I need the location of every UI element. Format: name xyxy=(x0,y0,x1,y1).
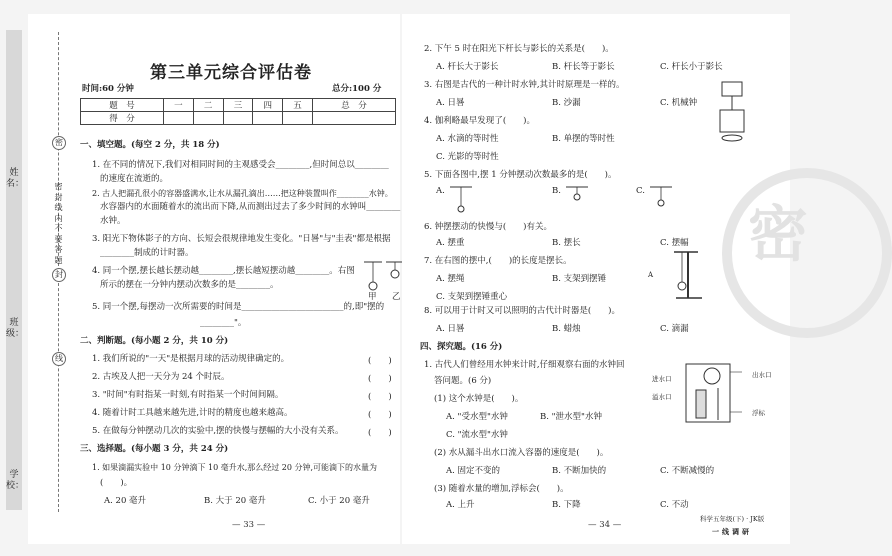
footer-sub: 一线调研 xyxy=(712,527,752,536)
choice4-option-a[interactable]: A. 水滴的等时性 xyxy=(436,134,499,144)
choice3-stem: 3. 右图是古代的一种计时水钟,其计时原理是一样的。 xyxy=(424,80,625,90)
score-header-cell: 二 xyxy=(193,99,223,112)
pendulum-a-icon xyxy=(446,184,476,214)
section-choice-title: 三、选择题。(每小题 3 分，共 24 分) xyxy=(80,444,229,454)
choice7-option-a[interactable]: A. 摆绳 xyxy=(436,274,465,284)
fig-label-inlet: 进水口 xyxy=(652,375,672,383)
score-cell[interactable] xyxy=(193,112,223,125)
score-cell[interactable] xyxy=(164,112,194,125)
score-header-cell: 一 xyxy=(164,99,194,112)
q2-line3: 水钟。 xyxy=(100,216,126,226)
page-number-right: — 34 — xyxy=(588,520,622,530)
explore1-q3-option-c[interactable]: C. 不动 xyxy=(660,500,689,510)
choice5-option-a[interactable]: A. xyxy=(436,186,445,196)
choice7-stem: 7. 在右图的摆中,( )的长度是摆长。 xyxy=(424,256,572,266)
q2-line1: 2. 古人把漏孔很小的容器盛满水,让水从漏孔滴出……把这种装置叫作________水钟。 xyxy=(92,189,393,198)
choice6-option-b[interactable]: B. 摆长 xyxy=(552,238,581,248)
fig-label-jia: 甲 xyxy=(368,292,377,302)
time-label: 时间:60 分钟 xyxy=(82,84,134,94)
explore1-q1-option-c[interactable]: C. "流水型"水钟 xyxy=(446,430,508,440)
explore1-line1: 1. 古代人们曾经用水钟来计时,仔细观察右面的水钟回 xyxy=(424,360,625,370)
choice7-option-b[interactable]: B. 支架到摆锤 xyxy=(552,274,607,284)
choice7-option-c[interactable]: C. 支架到摆锤重心 xyxy=(436,292,508,302)
judge-item-1: 1. 我们所说的"一天"是根据月球的活动规律确定的。 xyxy=(92,354,290,364)
choice4-option-c[interactable]: C. 光影的等时性 xyxy=(436,152,499,162)
choice3-option-b[interactable]: B. 沙漏 xyxy=(552,98,581,108)
binding-margin xyxy=(6,30,25,510)
choice1-option-c[interactable]: C. 小于 20 毫升 xyxy=(308,496,370,506)
water-clock-figure xyxy=(682,360,748,430)
score-cell[interactable] xyxy=(223,112,253,125)
choice1-line2: ( )。 xyxy=(100,478,133,488)
q1-line2: 的速度在流逝的。 xyxy=(100,174,169,184)
school-label: 学校： xyxy=(6,470,25,491)
name-label: 姓名： xyxy=(6,168,25,189)
score-header-cell: 题 号 xyxy=(81,99,164,112)
fig-label-overflow: 溢水口 xyxy=(652,393,672,401)
seal-mark-3: 线 xyxy=(52,352,66,366)
explore1-q1: (1) 这个水钟是( )。 xyxy=(434,394,524,404)
choice5-stem: 5. 下面各图中,摆 1 分钟摆动次数最多的是( )。 xyxy=(424,170,617,180)
choice8-option-b[interactable]: B. 蜡烛 xyxy=(552,324,581,334)
choice3-option-a[interactable]: A. 日晷 xyxy=(436,98,465,108)
q5-line1: 5. 同一个摆,每摆动一次所需要的时间是________________________的,即"摆的 xyxy=(92,302,385,312)
water-clock-icon xyxy=(716,76,750,146)
score-header-cell: 五 xyxy=(283,99,313,112)
stamp-char: 密 xyxy=(748,200,808,270)
explore1-q3-option-b[interactable]: B. 下降 xyxy=(552,500,581,510)
choice5-option-c[interactable]: C. xyxy=(636,186,645,196)
score-cell[interactable] xyxy=(312,112,395,125)
choice8-stem: 8. 可以用于计时又可以照明的古代计时器是( )。 xyxy=(424,306,620,316)
fig-label-a: A xyxy=(648,271,654,279)
choice2-stem: 2. 下午 5 时在阳光下杆长与影长的关系是( )。 xyxy=(424,44,614,54)
judge-item-5: 5. 在做每分钟摆动几次的实验中,摆的快慢与摆幅的大小没有关系。 xyxy=(92,426,344,436)
choice3-option-c[interactable]: C. 机械钟 xyxy=(660,98,698,108)
score-header-cell: 总 分 xyxy=(312,99,395,112)
seal-note: 密封线内不要答题 xyxy=(54,182,63,265)
section-judge-title: 二、判断题。(每小题 2 分，共 10 分) xyxy=(80,336,229,346)
section-fill-title: 一、填空题。(每空 2 分，共 18 分) xyxy=(80,140,220,150)
answer-paren[interactable]: ( ) xyxy=(368,428,392,438)
choice1-option-b[interactable]: B. 大于 20 毫升 xyxy=(204,496,266,506)
choice5-option-b[interactable]: B. xyxy=(552,186,561,196)
choice4-option-b[interactable]: B. 单摆的等时性 xyxy=(552,134,615,144)
q2-line2: 水容器内的水面随着水的流出而下降,从而测出过去了多少时间的水钟叫________ xyxy=(100,202,401,212)
total-label: 总分:100 分 xyxy=(332,84,382,94)
answer-paren[interactable]: ( ) xyxy=(368,410,392,420)
choice6-option-a[interactable]: A. 摆重 xyxy=(436,238,465,248)
score-cell[interactable] xyxy=(253,112,283,125)
answer-paren[interactable]: ( ) xyxy=(368,392,392,402)
q4-line1: 4. 同一个摆,摆长越长摆动越________,摆长越短摆动越________。右图 xyxy=(92,266,355,276)
explore1-q1-option-b[interactable]: B. "泄水型"水钟 xyxy=(540,412,602,422)
seal-mark-2: 封 xyxy=(52,268,66,282)
fig-label-yi: 乙 xyxy=(392,292,401,302)
explore1-q2-option-a[interactable]: A. 固定不变的 xyxy=(446,466,501,476)
score-header-row xyxy=(81,99,396,112)
explore1-q3: (3) 随着水量的增加,浮标会( )。 xyxy=(434,484,569,494)
q3-line2: ________制成的计时器。 xyxy=(100,248,194,258)
pendulum-c-icon xyxy=(646,184,676,214)
page-number-left: — 33 — xyxy=(232,520,266,530)
choice2-option-c[interactable]: C. 杆长小于影长 xyxy=(660,62,723,72)
q3-line1: 3. 阳光下物体影子的方向、长短会很规律地发生变化。"日晷"与"圭表"都是根据 xyxy=(92,234,391,244)
fig-label-float: 浮标 xyxy=(752,409,765,417)
class-label: 班级： xyxy=(6,318,25,339)
score-table xyxy=(80,98,396,125)
footer-brand: 科学五年级(下) · JK版 xyxy=(700,515,765,523)
explore1-q3-option-a[interactable]: A. 上升 xyxy=(446,500,475,510)
choice8-option-a[interactable]: A. 日晷 xyxy=(436,324,465,334)
choice4-stem: 4. 伽利略最早发现了( )。 xyxy=(424,116,535,126)
choice6-stem: 6. 钟摆摆动的快慢与( )有关。 xyxy=(424,222,552,232)
score-row-label: 得 分 xyxy=(81,112,164,125)
pendulum-b-icon xyxy=(562,184,592,214)
score-header-cell: 三 xyxy=(223,99,253,112)
explore1-q2-option-c[interactable]: C. 不断减慢的 xyxy=(660,466,715,476)
answer-paren[interactable]: ( ) xyxy=(368,374,392,384)
judge-item-3: 3. "时间"有时指某一时刻,有时指某一个时间间隔。 xyxy=(92,390,284,400)
choice2-option-a[interactable]: A. 杆长大于影长 xyxy=(436,62,499,72)
choice1-line1: 1. 如果滴漏实验中 10 分钟滴下 10 毫升水,那么经过 20 分钟,可能滴下的水量为 xyxy=(92,463,378,472)
choice6-option-c[interactable]: C. 摆幅 xyxy=(660,238,689,248)
choice8-option-c[interactable]: C. 滴漏 xyxy=(660,324,689,334)
explore1-q2-option-b[interactable]: B. 不断加快的 xyxy=(552,466,607,476)
answer-paren[interactable]: ( ) xyxy=(368,356,392,366)
section-explore-title: 四、探究题。(16 分) xyxy=(420,342,503,352)
score-cell[interactable] xyxy=(283,112,313,125)
choice2-option-b[interactable]: B. 杆长等于影长 xyxy=(552,62,615,72)
fig-label-outlet: 出水口 xyxy=(752,371,772,379)
explore1-q2: (2) 水从漏斗出水口流入容器的速度是( )。 xyxy=(434,448,609,458)
page-title: 第三单元综合评估卷 xyxy=(150,63,312,83)
judge-item-2: 2. 古埃及人把一天分为 24 个时辰。 xyxy=(92,372,230,382)
judge-item-4: 4. 随着计时工具越来越先进,计时的精度也越来越高。 xyxy=(92,408,293,418)
q1-line1: 1. 在不同的情况下,我们对相同时间的主观感受会________,但时间总以________ xyxy=(92,160,389,170)
score-row xyxy=(81,112,396,125)
score-header-cell: 四 xyxy=(253,99,283,112)
q5-line2: ________"。 xyxy=(200,318,247,328)
seal-mark-1: 密 xyxy=(52,136,66,150)
explore1-line2: 答问题。(6 分) xyxy=(434,376,492,386)
explore1-q1-option-a[interactable]: A. "受水型"水钟 xyxy=(446,412,508,422)
q4-line2: 所示的摆在一分钟内摆动次数多的是________。 xyxy=(100,280,279,290)
stand-pendulum-icon xyxy=(652,248,704,304)
choice1-option-a[interactable]: A. 20 毫升 xyxy=(104,496,147,506)
